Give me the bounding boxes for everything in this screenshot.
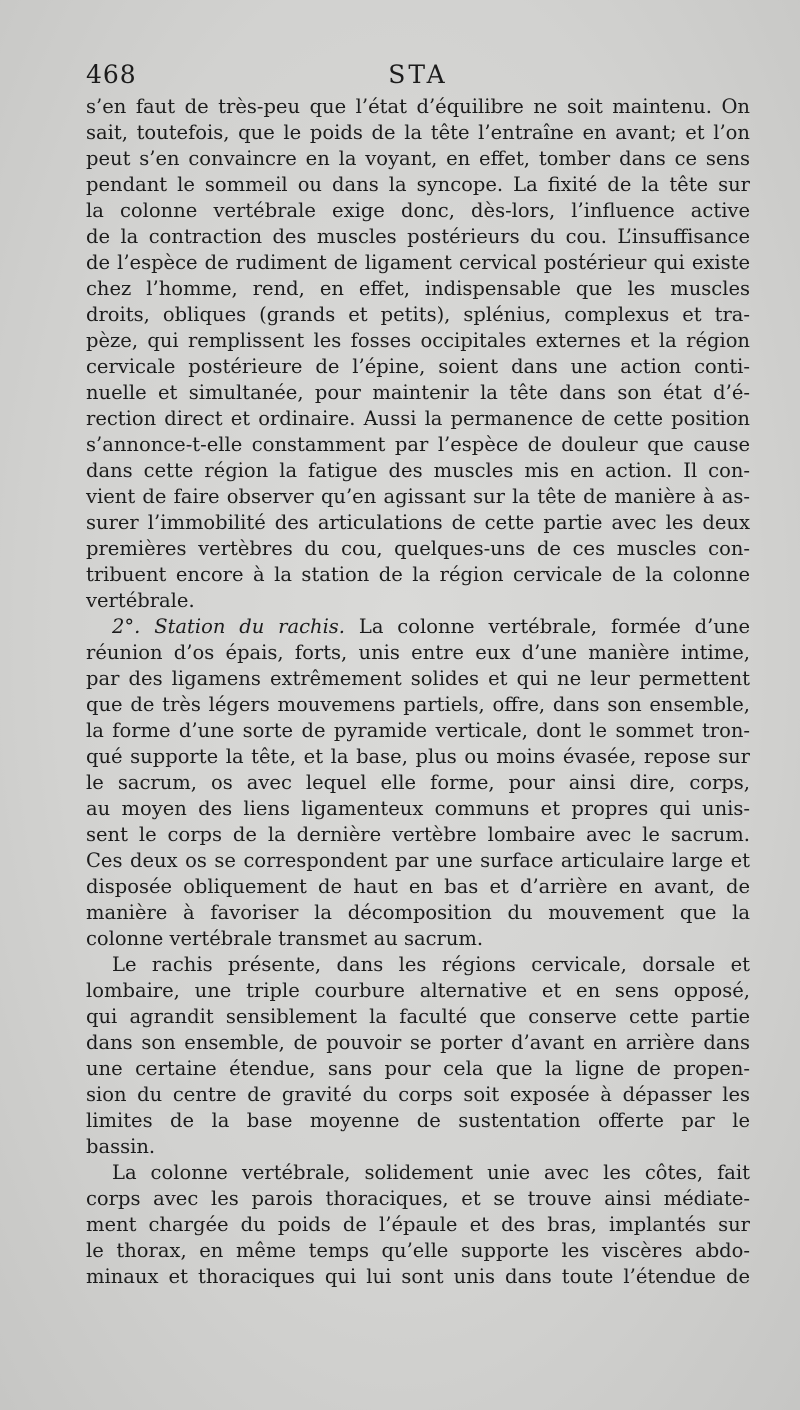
paragraph-continuation (86, 94, 750, 614)
text-line: tribuent encore à la station de la région cervicale de la colonne (86, 563, 750, 586)
text-line: s’annonce-t-elle constamment par l’espèce de douleur que cause (86, 433, 750, 456)
text-line: de la contraction des muscles postérieurs du cou. L’insuffisance (86, 225, 750, 248)
text-line: surer l’immobilité des articulations de cette partie avec les deux (86, 511, 750, 534)
text-line: qui agrandit sensiblement la faculté que conserve cette partie (86, 1005, 750, 1028)
paragraph-cotes (86, 1160, 750, 1290)
text-line: vertébrale. (86, 589, 195, 612)
text-line: la colonne vertébrale exige donc, dès-lors, l’influence active (86, 199, 750, 222)
text-line: pendant le sommeil ou dans la syncope. La fixité de la tête sur (86, 173, 750, 196)
text-line: nuelle et simultanée, pour maintenir la tête dans son état d’é- (86, 381, 750, 404)
text-line: limites de la base moyenne de sustentation offerte par le (86, 1109, 750, 1132)
text-line: sion du centre de gravité du corps soit exposée à dépasser les (86, 1083, 750, 1106)
paragraph-courbure (86, 952, 750, 1160)
text-line: sent le corps de la dernière vertèbre lombaire avec le sacrum. (86, 823, 750, 846)
text-line: droits, obliques (grands et petits), splénius, complexus et tra- (86, 303, 750, 326)
text-line: bassin. (86, 1135, 156, 1158)
running-head: STA (388, 60, 448, 89)
text-line: disposée obliquement de haut en bas et d’arrière en avant, de (86, 875, 750, 898)
text-line: le thorax, en même temps qu’elle supporte les viscères abdo- (86, 1239, 750, 1262)
page-header (86, 58, 750, 92)
section-rachis (86, 614, 750, 952)
text-line: premières vertèbres du cou, quelques-uns de ces muscles con- (86, 537, 750, 560)
section-heading: 2°. Station du rachis. (112, 615, 346, 638)
section-first-line (86, 614, 750, 640)
text-line: peut s’en convaincre en la voyant, en effet, tomber dans ce sens (86, 147, 750, 170)
text-line: minaux et thoraciques qui lui sont unis dans toute l’étendue de (86, 1265, 750, 1288)
text-line: corps avec les parois thoraciques, et se trouve ainsi médiate- (86, 1187, 750, 1210)
text-line: au moyen des liens ligamenteux communs et propres qui unis- (86, 797, 750, 820)
text-line: qué supporte la tête, et la base, plus ou moins évasée, repose sur (86, 745, 750, 768)
text-line: réunion d’os épais, forts, unis entre eux d’une manière intime, (86, 641, 750, 664)
text-line: lombaire, une triple courbure alternative et en sens opposé, (86, 979, 750, 1002)
text-line: la forme d’une sorte de pyramide verticale, dont le sommet tron- (86, 719, 750, 742)
text-line: le sacrum, os avec lequel elle forme, pour ainsi dire, corps, (86, 771, 750, 794)
text-line: ment chargée du poids de l’épaule et des bras, implantés sur (86, 1213, 750, 1236)
text-line: Ces deux os se correspondent par une surface articulaire large et (86, 849, 750, 872)
text-line: pèze, qui remplissent les fosses occipitales externes et la région (86, 329, 750, 352)
text-line: par des ligamens extrêmement solides et qui ne leur permettent (86, 667, 750, 690)
text-line: de l’espèce de rudiment de ligament cervical postérieur qui existe (86, 251, 750, 274)
text-line: colonne vertébrale transmet au sacrum. (86, 927, 484, 950)
text-line: une certaine étendue, sans pour cela que la ligne de propen- (86, 1057, 750, 1080)
text-line: chez l’homme, rend, en effet, indispensable que les muscles (86, 277, 750, 300)
page-number: 468 (86, 60, 137, 89)
text-line: s’en faut de très-peu que l’état d’équilibre ne soit maintenu. On (86, 95, 750, 118)
text-line: vient de faire observer qu’en agissant sur la tête de manière à as- (86, 485, 750, 508)
text-line: manière à favoriser la décomposition du mouvement que la (86, 901, 750, 924)
text-line: sait, toutefois, que le poids de la tête l’entraîne en avant; et l’on (86, 121, 750, 144)
text-line: rection direct et ordinaire. Aussi la permanence de cette position (86, 407, 750, 430)
text-line: cervicale postérieure de l’épine, soient dans une action conti- (86, 355, 750, 378)
text-line: Le rachis présente, dans les régions cervicale, dorsale et (112, 953, 750, 976)
text-line: La colonne vertébrale, solidement unie avec les côtes, fait (112, 1161, 750, 1184)
text-line: que de très légers mouvemens partiels, offre, dans son ensemble, (86, 693, 750, 716)
text-line: dans cette région la fatigue des muscles mis en action. Il con- (86, 459, 750, 482)
section-first-line-text: La colonne vertébrale, formée d’une (358, 615, 750, 638)
body-text (86, 94, 750, 1290)
text-line: dans son ensemble, de pouvoir se porter d’avant en arrière dans (86, 1031, 750, 1054)
